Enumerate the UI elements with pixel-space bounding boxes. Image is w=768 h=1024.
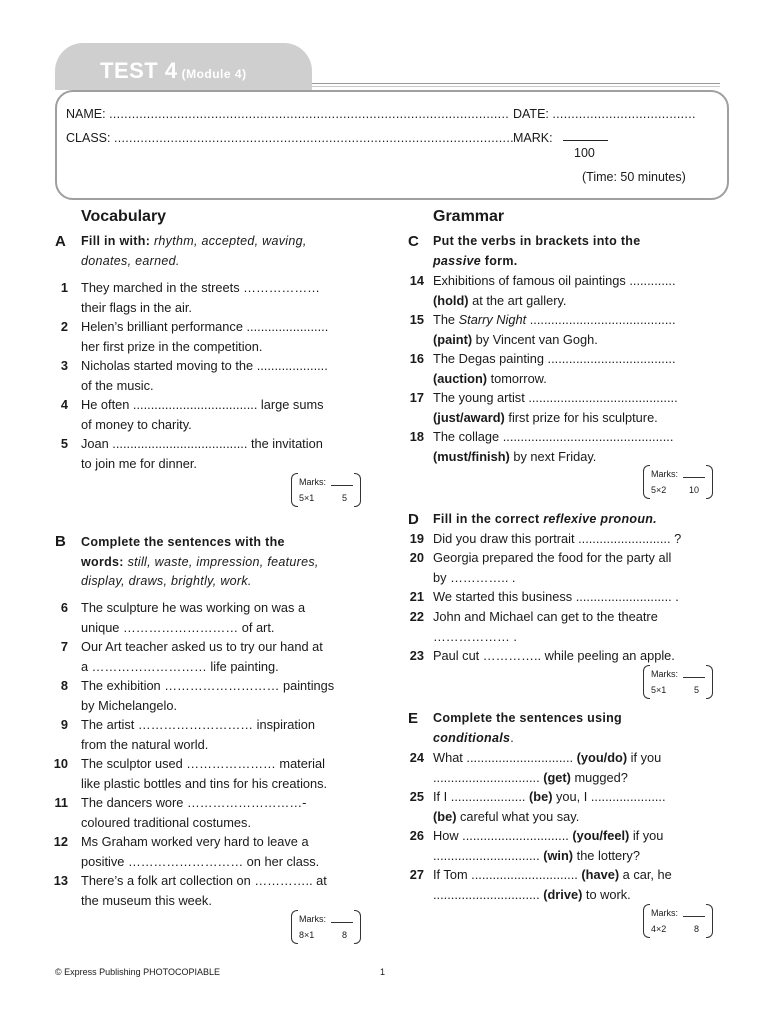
verb-prompt: (get) — [543, 769, 571, 785]
mark-denominator: 100 — [574, 146, 595, 160]
header-rule-secondary — [312, 86, 720, 87]
question-line-2: their flags in the air. — [81, 299, 192, 315]
question-line-2: by ………….. . — [433, 569, 516, 585]
question-line-1: Exhibitions of famous oil paintings ............. — [433, 273, 676, 288]
text: .............................. — [433, 847, 544, 863]
mark-fraction-line — [563, 140, 608, 141]
question-line-1: The dancers wore ………………………- — [81, 795, 307, 810]
name-field[interactable]: NAME: .......................................................................................................... — [66, 107, 510, 121]
question-line-2 — [433, 447, 596, 467]
question-line-1: They marched in the streets ……………… — [81, 280, 320, 295]
section-d-letter: D — [408, 511, 419, 528]
verb-prompt: (just/award) — [433, 409, 505, 425]
verb-prompt: (be) — [529, 789, 553, 804]
question-line-1 — [433, 787, 666, 807]
question-line-1: The sculpture he was working on was a — [81, 600, 306, 615]
question-line-1: Paul cut ………….. while peeling an apple. — [433, 648, 675, 663]
test-title: TEST 4 (Module 4) — [100, 58, 247, 83]
question-line-2: her first prize in the competition. — [81, 338, 263, 354]
question-number: 15 — [409, 312, 424, 327]
question-line-1: We started this business ........................... . — [433, 589, 679, 604]
section-d-marks-box: Marks: 5×1 5 — [643, 665, 713, 699]
question-line-1: Our Art teacher asked us to try our hand at — [81, 639, 323, 654]
question-number: 1 — [60, 280, 68, 295]
question-line-2 — [433, 885, 631, 905]
question-number: 14 — [409, 273, 424, 288]
question-number: 25 — [409, 789, 424, 804]
question-line-2: of the music. — [81, 377, 154, 393]
time-limit: (Time: 50 minutes) — [582, 170, 686, 184]
text: the lottery? — [573, 847, 640, 863]
verb-prompt: (paint) — [433, 331, 473, 347]
question-line-1: He often ................................... large sums — [81, 397, 324, 412]
section-b-letter: B — [55, 533, 66, 550]
question-line-1 — [433, 748, 661, 768]
question-line-2: like plastic bottles and tins for his creations. — [81, 775, 328, 791]
text: The — [433, 312, 459, 327]
question-number: 10 — [53, 756, 68, 771]
footer-copyright: © Express Publishing PHOTOCOPIABLE — [55, 967, 221, 977]
text: If I ..................... — [433, 789, 529, 804]
text: What .............................. — [433, 750, 577, 765]
question-line-2 — [433, 807, 579, 827]
question-number: 16 — [409, 351, 424, 366]
header-rule — [312, 83, 720, 84]
class-field[interactable]: CLASS: .......................................................................................................... — [66, 131, 514, 145]
text: first prize for his sculpture. — [508, 409, 658, 425]
question-line-2: coloured traditional costumes. — [81, 814, 252, 830]
question-number: 11 — [54, 795, 68, 810]
question-line-2: positive ……………………… on her class. — [81, 853, 320, 869]
question-line-2 — [433, 291, 566, 311]
verb-prompt: (you/feel) — [572, 828, 630, 843]
verb-prompt: (you/do) — [576, 750, 628, 765]
question-line-1: Joan ...................................... the invitation — [81, 436, 323, 451]
question-line-1: There’s a folk art collection on ………….. at — [81, 873, 327, 888]
verb-prompt: (be) — [433, 808, 457, 824]
section-c-instructions: Put the verbs in brackets into the passive form. — [433, 234, 641, 268]
question-number: 21 — [409, 589, 424, 604]
question-line-2 — [433, 369, 547, 389]
verb-prompt: (auction) — [433, 370, 488, 386]
text: if you — [627, 750, 662, 765]
section-e-instructions: Complete the sentences using conditionals. — [433, 711, 622, 745]
question-number: 18 — [409, 429, 424, 444]
text: .............................. — [433, 886, 544, 902]
question-number: 22 — [409, 609, 424, 624]
question-number: 19 — [409, 531, 424, 546]
question-number: 7 — [60, 639, 68, 654]
question-line-2: unique ……………………… of art. — [81, 619, 275, 635]
text: If Tom .............................. — [433, 867, 582, 882]
text: .............................. — [433, 769, 544, 785]
question-line-2 — [433, 846, 640, 866]
title-italic: Starry Night — [458, 312, 527, 327]
question-number: 27 — [409, 867, 424, 882]
question-line-1: The artist ……………………… inspiration — [81, 717, 315, 732]
section-c-letter: C — [408, 233, 419, 250]
date-field[interactable]: DATE: ...................................... — [513, 107, 696, 121]
question-number: 17 — [409, 390, 424, 405]
question-number: 2 — [60, 319, 68, 334]
text: by Vincent van Gogh. — [475, 331, 598, 347]
text: How .............................. — [433, 828, 573, 843]
question-line-2 — [433, 408, 658, 428]
question-number: 9 — [60, 717, 68, 732]
text: to work. — [582, 886, 631, 902]
text: tomorrow. — [490, 370, 547, 386]
question-line-1: Ms Graham worked very hard to leave a — [81, 834, 309, 849]
verb-prompt: (drive) — [543, 886, 583, 902]
question-line-2: of money to charity. — [81, 416, 192, 432]
mark-field[interactable]: MARK: — [513, 131, 553, 145]
section-b-marks-box: Marks: 8×1 8 — [291, 910, 361, 944]
question-line-1: Nicholas started moving to the .................... — [81, 358, 328, 373]
question-number: 24 — [409, 750, 424, 765]
verb-prompt: (must/finish) — [433, 448, 510, 464]
question-line-2: to join me for dinner. — [81, 455, 197, 471]
text: mugged? — [570, 769, 628, 785]
question-line-1: Helen’s brilliant performance ....................... — [81, 319, 329, 334]
question-number: 6 — [60, 600, 68, 615]
section-e-letter: E — [408, 710, 419, 727]
text: if you — [629, 828, 664, 843]
question-line-1: Did you draw this portrait .......................... ? — [433, 531, 682, 546]
text: a car, he — [619, 867, 672, 882]
section-a-instructions: Fill in with: rhythm, accepted, waving, donates, earned. — [81, 234, 307, 268]
module-label: (Module 4) — [181, 67, 247, 81]
section-c-marks-box: Marks: 5×2 10 — [643, 465, 713, 499]
question-line-2: the museum this week. — [81, 892, 212, 908]
question-line-1: John and Michael can get to the theatre — [433, 609, 658, 624]
question-number: 5 — [60, 436, 68, 451]
section-b-instructions: Complete the sentences with the words: still, waste, impression, features, display, draws, brightly, work. — [81, 535, 319, 588]
question-line-1 — [433, 310, 676, 330]
question-line-1: The Degas painting .................................... — [433, 351, 676, 366]
verb-prompt: (hold) — [433, 292, 469, 308]
grammar-heading: Grammar — [433, 208, 505, 225]
question-line-1 — [433, 865, 672, 885]
question-line-1 — [433, 826, 663, 846]
section-a-marks-box: Marks: 5×1 5 — [291, 473, 361, 507]
section-a-letter: A — [55, 233, 66, 250]
question-number: 13 — [53, 873, 68, 888]
section-d-instructions: Fill in the correct reflexive pronoun. — [433, 512, 657, 526]
text: at the art gallery. — [472, 292, 567, 308]
question-line-2 — [433, 330, 598, 350]
question-line-1: The sculptor used ………………… material — [81, 756, 325, 771]
verb-prompt: (win) — [543, 847, 574, 863]
question-number: 23 — [409, 648, 424, 663]
question-line-1: The exhibition ……………………… paintings — [81, 678, 335, 693]
question-number: 20 — [409, 550, 424, 565]
vocabulary-heading: Vocabulary — [81, 208, 167, 225]
question-line-2: ……………… . — [433, 628, 517, 644]
question-line-2: from the natural world. — [81, 736, 209, 752]
question-number: 8 — [60, 678, 68, 693]
verb-prompt: (have) — [581, 867, 620, 882]
question-line-1: The collage ................................................ — [433, 429, 674, 444]
question-line-1: The young artist .......................................... — [433, 390, 678, 405]
question-number: 12 — [53, 834, 68, 849]
text: ......................................... — [526, 312, 676, 327]
question-line-2 — [433, 768, 628, 788]
question-line-1: Georgia prepared the food for the party all — [433, 550, 672, 565]
text: by next Friday. — [513, 448, 597, 464]
question-line-2: by Michelangelo. — [81, 697, 178, 713]
page-number: 1 — [380, 967, 386, 977]
question-line-2: a ……………………… life painting. — [81, 658, 279, 674]
text: you, I ..................... — [552, 789, 666, 804]
question-number: 4 — [60, 397, 68, 412]
text: careful what you say. — [456, 808, 580, 824]
question-number: 3 — [60, 358, 68, 373]
section-e-marks-box: Marks: 4×2 8 — [643, 904, 713, 938]
question-number: 26 — [409, 828, 424, 843]
